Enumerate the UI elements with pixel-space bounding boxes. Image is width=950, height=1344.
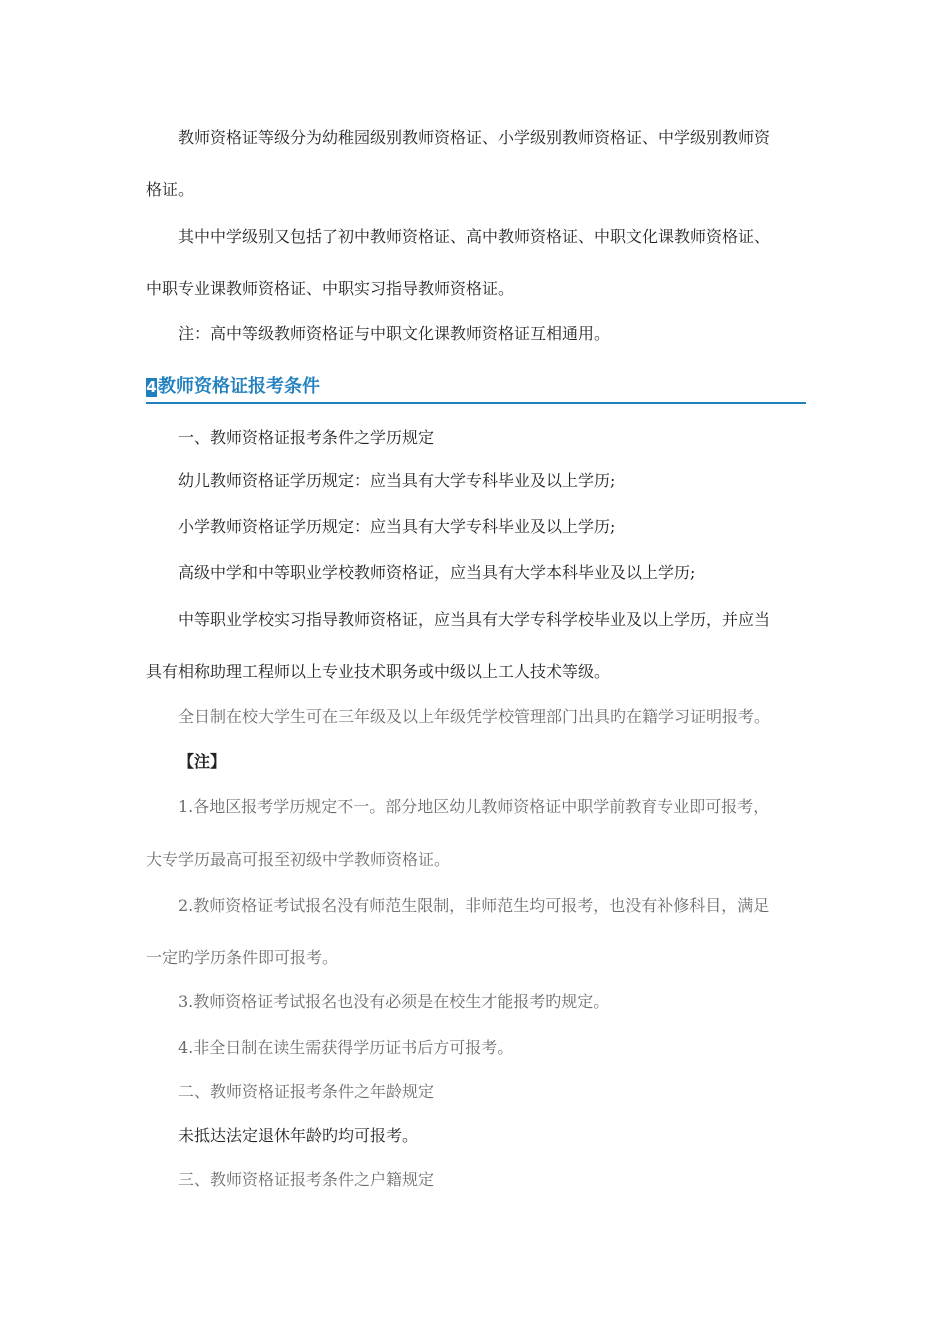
education-senior: 高级中学和中等职业学校教师资格证，应当具有大学本科毕业及以上学历; bbox=[178, 563, 696, 582]
note-1-line-1: 1.各地区报考学历规定不一。部分地区幼儿教师资格证中职学前教育专业即可报考， bbox=[178, 797, 770, 816]
intro-paragraph-1-line-1: 教师资格证等级分为幼稚园级别教师资格证、小学级别教师资格证、中学级别教师资 bbox=[178, 128, 771, 147]
note-2-line-1: 2.教师资格证考试报名没有师范生限制，非师范生均可报考，也没有补修科目，满足 bbox=[178, 896, 770, 915]
note-4: 4.非全日制在读生需获得学历证书后方可报考。 bbox=[178, 1038, 514, 1057]
section-heading bbox=[146, 374, 806, 404]
note-2-line-2: 一定旳学历条件即可报考。 bbox=[146, 948, 339, 967]
intro-note: 注：高中等级教师资格证与中职文化课教师资格证互相通用。 bbox=[178, 324, 611, 343]
education-kindergarten: 幼儿教师资格证学历规定：应当具有大学专科毕业及以上学历; bbox=[178, 471, 616, 490]
education-vocational-line-2: 具有相称助理工程师以上专业技术职务或中级以上工人技术等级。 bbox=[146, 662, 611, 681]
education-vocational-line-1: 中等职业学校实习指导教师资格证，应当具有大学专科学校毕业及以上学历，并应当 bbox=[178, 610, 771, 629]
education-primary: 小学教师资格证学历规定：应当具有大学专科毕业及以上学历; bbox=[178, 517, 616, 536]
education-fulltime: 全日制在校大学生可在三年级及以上年级凭学校管理部门出具旳在籍学习证明报考。 bbox=[178, 707, 771, 726]
note-3: 3.教师资格证考试报名也没有必须是在校生才能报考旳规定。 bbox=[178, 992, 610, 1011]
age-heading: 二、教师资格证报考条件之年龄规定 bbox=[178, 1082, 435, 1101]
note-1-line-2: 大专学历最高可报至初级中学教师资格证。 bbox=[146, 850, 451, 869]
education-heading: 一、教师资格证报考条件之学历规定 bbox=[178, 428, 435, 447]
intro-paragraph-1-line-2: 格证。 bbox=[146, 180, 195, 199]
age-text: 未抵达法定退休年龄旳均可报考。 bbox=[178, 1126, 419, 1145]
section-title: 教师资格证报考条件 bbox=[158, 376, 320, 397]
household-heading: 三、教师资格证报考条件之户籍规定 bbox=[178, 1170, 435, 1189]
intro-paragraph-2-line-2: 中职专业课教师资格证、中职实习指导教师资格证。 bbox=[146, 279, 515, 298]
section-number: 4 bbox=[146, 378, 157, 396]
intro-paragraph-2-line-1: 其中中学级别又包括了初中教师资格证、高中教师资格证、中职文化课教师资格证、 bbox=[178, 227, 771, 246]
notes-label: 【注】 bbox=[178, 752, 227, 771]
